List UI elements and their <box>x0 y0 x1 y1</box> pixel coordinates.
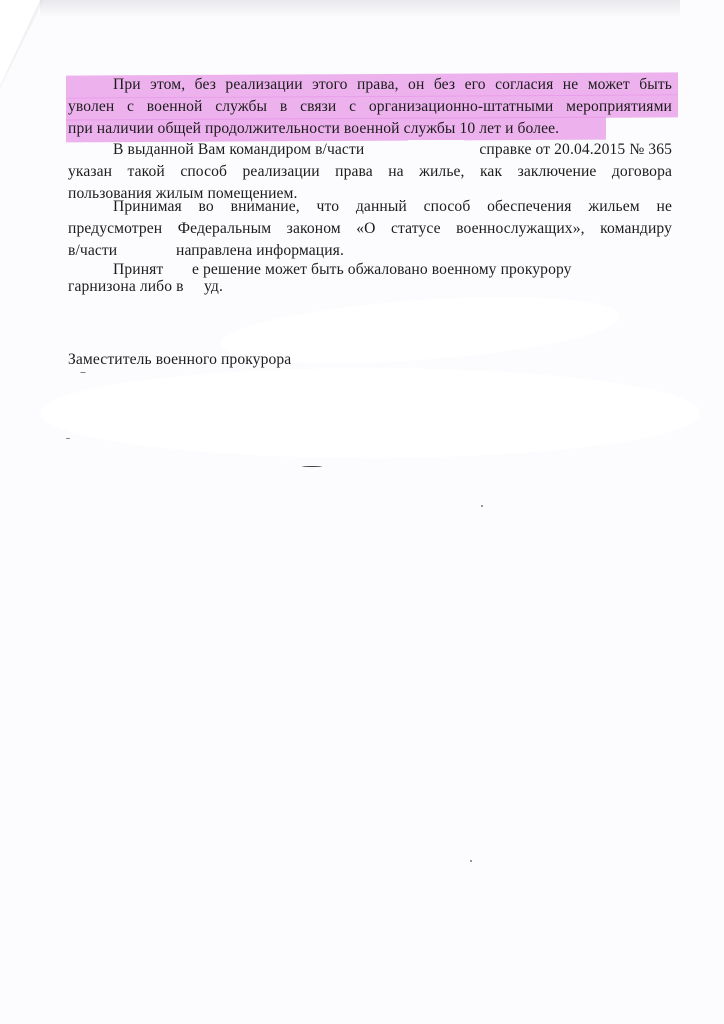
scan-speck <box>481 505 483 507</box>
whiteout-smear <box>40 368 700 458</box>
redaction <box>408 140 464 160</box>
text-line: уд. <box>204 278 223 295</box>
redaction <box>122 241 174 261</box>
scan-speck <box>80 372 86 373</box>
text-line: уволен с военной службы в связи с организационно-штатными мероприятиями <box>68 98 672 115</box>
text-line: е решение может быть обжаловано военному прокурору <box>192 261 572 278</box>
scan-speck <box>302 466 322 467</box>
folded-corner <box>0 0 40 86</box>
text-line: предусмотрен Федеральным законом «О статусе военнослужащих», командиру <box>68 220 672 237</box>
signature-title: Заместитель военного прокурора <box>68 351 292 368</box>
text-line: гарнизона либо в <box>68 278 184 295</box>
text-line: пользования жилым помещением. <box>68 185 298 202</box>
scan-speck <box>66 438 70 439</box>
text-line: указан такой способ реализации права на жилье, как заключение договора <box>68 163 672 180</box>
text-line: В выданной Вам командиром в/части <box>113 141 365 158</box>
text-line: направлена информация. <box>176 242 344 259</box>
text-line: при наличии общей продолжительности военной службы 10 лет и более. <box>68 120 560 137</box>
text-line: справке от 20.04.2015 № 365 <box>479 141 672 158</box>
text-line: Принимая во внимание, что данный способ обеспечения жильем не <box>113 198 672 215</box>
text-line: Принят <box>113 261 164 278</box>
scan-edge-shadow <box>40 0 680 18</box>
text-line: При этом, без реализации этого права, он без его согласия не может быть <box>113 76 672 93</box>
text-line: в/части <box>68 242 118 259</box>
scan-speck <box>470 860 472 862</box>
